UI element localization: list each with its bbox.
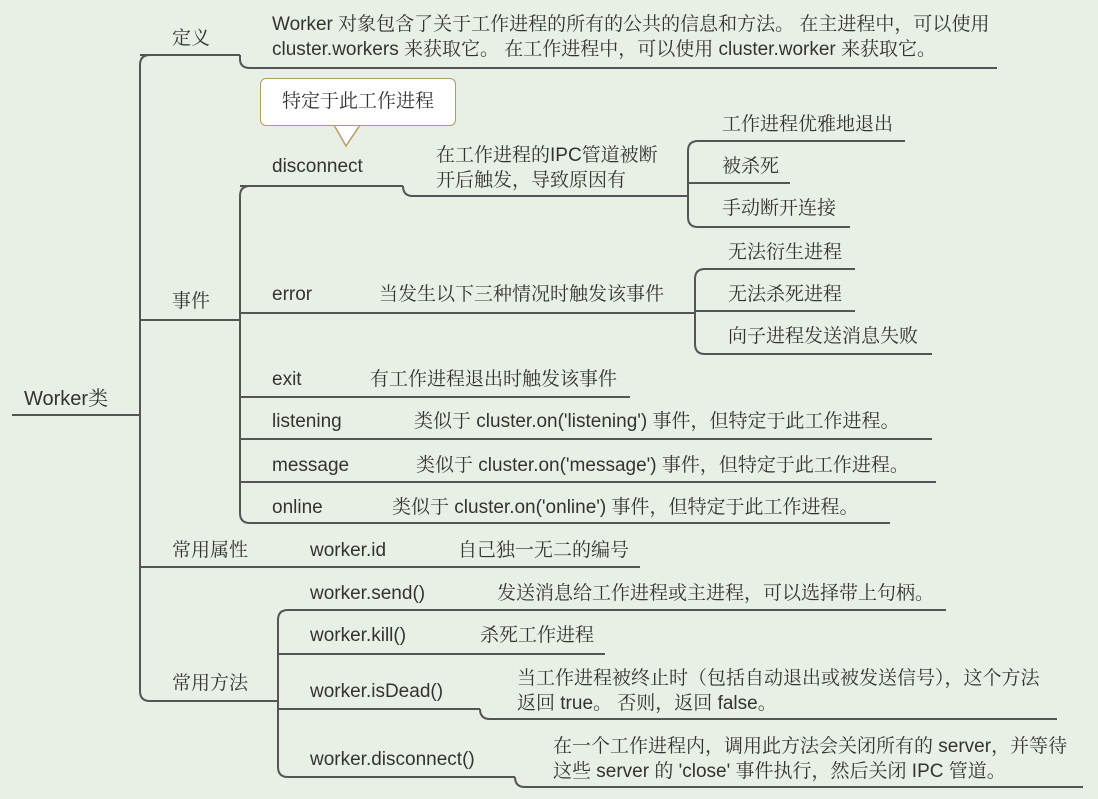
event-error-desc: 当发生以下三种情况时触发该事件 bbox=[379, 284, 665, 305]
events-label: 事件 bbox=[172, 291, 211, 312]
event-message-desc: 类似于 cluster.on('message') 事件，但特定于此工作进程。 bbox=[416, 455, 909, 476]
method-disconnect-desc: 在一个工作进程内，调用此方法会关闭所有的 server，并等待这些 server 的 'close' 事件执行，然后关闭 IPC 管道。 bbox=[553, 736, 1068, 782]
methods-label: 常用方法 bbox=[172, 673, 249, 694]
definition-text: Worker 对象包含了关于工作进程的所有的公共的信息和方法。 在主进程中，可以使用 cluster.workers 来获取它。 在工作进程中，可以使用 cluster.worker 来获取它。 bbox=[272, 14, 990, 60]
method-isdead-desc: 当工作进程被终止时（包括自动退出或被发送信号），这个方法返回 true。 否则，返回 false。 bbox=[517, 668, 1040, 714]
definition-label: 定义 bbox=[172, 28, 211, 49]
event-online-desc: 类似于 cluster.on('online') 事件，但特定于此工作进程。 bbox=[392, 497, 859, 518]
root-node: Worker类 bbox=[24, 388, 109, 410]
property-worker-id: worker.id bbox=[310, 540, 387, 561]
method-send: worker.send() bbox=[310, 583, 426, 604]
event-listening: listening bbox=[272, 411, 342, 432]
event-listening-desc: 类似于 cluster.on('listening') 事件，但特定于此工作进程。 bbox=[414, 411, 900, 432]
method-kill: worker.kill() bbox=[310, 625, 407, 646]
disconnect-reason-graceful: 工作进程优雅地退出 bbox=[722, 114, 894, 135]
event-exit: exit bbox=[272, 369, 302, 390]
method-isdead: worker.isDead() bbox=[310, 681, 444, 702]
event-message: message bbox=[272, 455, 350, 476]
event-error: error bbox=[272, 284, 313, 305]
method-send-desc: 发送消息给工作进程或主进程，可以选择带上句柄。 bbox=[497, 583, 935, 604]
event-online: online bbox=[272, 497, 323, 518]
method-kill-desc: 杀死工作进程 bbox=[480, 625, 595, 646]
callout-bubble: 特定于此工作进程 bbox=[260, 78, 456, 126]
disconnect-reason-manual: 手动断开连接 bbox=[722, 198, 837, 219]
error-case-spawn: 无法衍生进程 bbox=[728, 242, 843, 263]
disconnect-reason-killed: 被杀死 bbox=[722, 156, 780, 177]
property-worker-id-desc: 自己独一无二的编号 bbox=[458, 540, 630, 561]
event-exit-desc: 有工作进程退出时触发该事件 bbox=[370, 369, 618, 390]
method-disconnect: worker.disconnect() bbox=[310, 749, 475, 770]
event-disconnect: disconnect bbox=[272, 156, 363, 177]
error-case-kill: 无法杀死进程 bbox=[728, 284, 843, 305]
properties-label: 常用属性 bbox=[172, 540, 249, 561]
error-case-send: 向子进程发送消息失败 bbox=[728, 326, 919, 347]
event-disconnect-desc: 在工作进程的IPC管道被断开后触发，导致原因有 bbox=[436, 145, 658, 191]
